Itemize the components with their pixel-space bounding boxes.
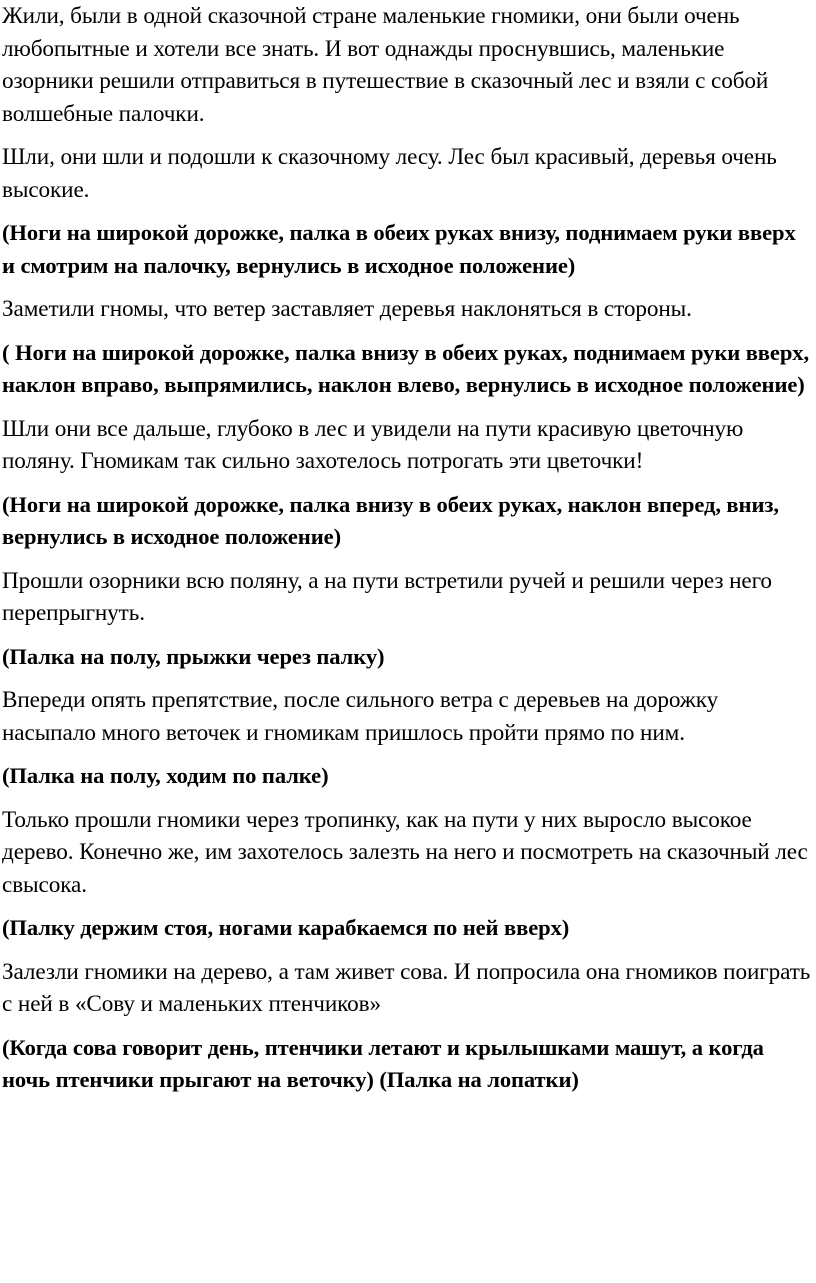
paragraph-owl: Залезли гномики на дерево, а там живет сова. И попросила она гномиков поиграть с ней в «Сову и маленьких птенчиков» bbox=[2, 958, 811, 1017]
instruction-side-bends: ( Ноги на широкой дорожке, палка внизу в обеих руках, поднимаем руки вверх, наклон вправо, выпрямились, наклон влево, вернулись в исходное положение) bbox=[2, 339, 810, 397]
paragraph-wind: Заметили гномы, что ветер заставляет деревья наклоняться в стороны. bbox=[2, 296, 692, 322]
paragraph-stream: Прошли озорники всю поляну, а на пути встретили ручей и решили через него перепрыгнуть. bbox=[2, 567, 772, 626]
paragraph-meadow: Шли они все дальше, глубоко в лес и увидели на пути красивую цветочную поляну. Гномикам так сильно захотелось потрогать эти цветочки! bbox=[2, 415, 744, 474]
instruction-owl-game: (Когда сова говорит день, птенчики летают и крылышками машут, а когда ночь птенчики прыгают на веточку) (Палка на лопатки) bbox=[2, 1034, 764, 1092]
instruction-climb: (Палку держим стоя, ногами карабкаемся по ней вверх) bbox=[2, 915, 570, 940]
instruction-forward-bend: (Ноги на широкой дорожке, палка внизу в обеих руках, наклон вперед, вниз, вернулись в исходное положение) bbox=[2, 491, 779, 549]
instruction-jumps: (Палка на полу, прыжки через палку) bbox=[2, 643, 385, 669]
instruction-walk-on-stick: (Палка на полу, ходим по палке) bbox=[2, 763, 329, 788]
paragraph-forest: Шли, они шли и подошли к сказочному лесу. Лес был красивый, деревья очень высокие. bbox=[2, 144, 777, 203]
paragraph-intro: Жили, были в одной сказочной стране маленькие гномики, они были очень любопытные и хотели все знать. И вот однажды проснувшись, маленькие озорники решили отправиться в путешествие в сказочный лес и взяли с собой волшебные палочки. bbox=[2, 3, 769, 127]
paragraph-twigs: Впереди опять препятствие, после сильного ветра с деревьев на дорожку насыпало много веточек и гномикам пришлось пройти прямо по ним. bbox=[2, 687, 719, 746]
instruction-arms-up: (Ноги на широкой дорожке, палка в обеих руках внизу, поднимаем руки вверх и смотрим на палочку, вернулись в исходное положение) bbox=[2, 220, 796, 278]
paragraph-tree: Только прошли гномики через тропинку, как на пути у них выросло высокое дерево. Конечно же, им захотелось залезть на него и посмотреть на сказочный лес свысока. bbox=[2, 806, 808, 898]
